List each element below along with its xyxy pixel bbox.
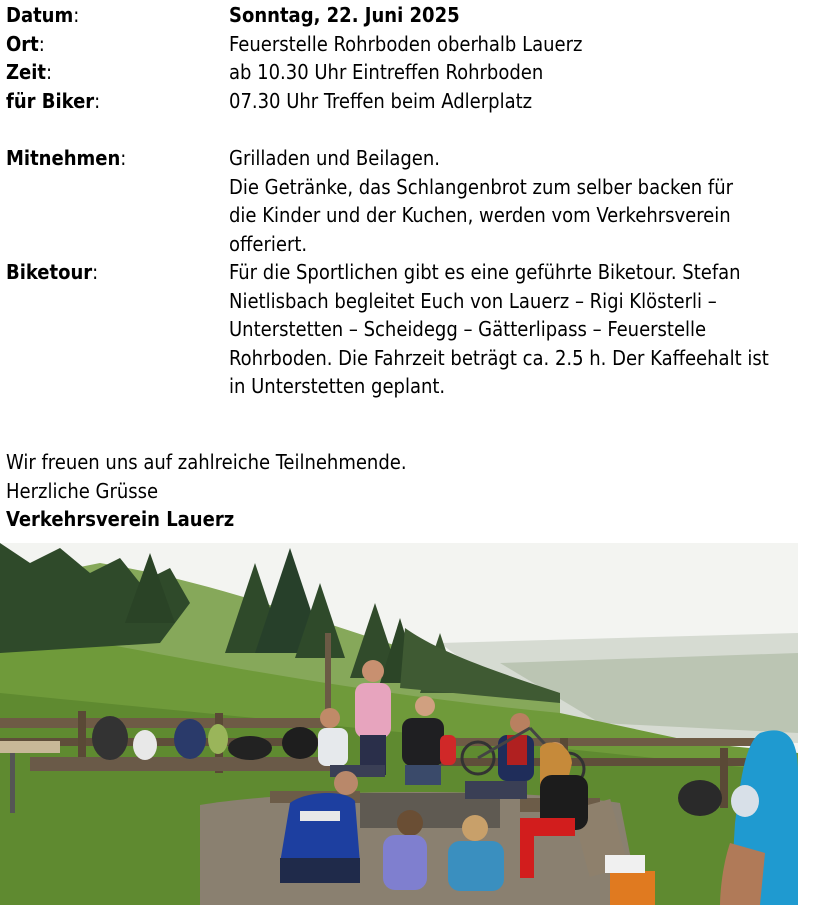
label-datum: Datum: (6, 3, 80, 27)
row-ort (6, 30, 818, 59)
row-biker (6, 87, 818, 116)
signature: Verkehrsverein Lauerz (6, 507, 235, 531)
value-biketour: Für die Sportlichen gibt es eine geführte Biketour. Stefan Nietlisbach begleitet Euch von Lauerz – Rigi Klösterli – Unterstetten – Scheidegg – Gätterlipass – Feuerstelle Rohrboden. Die Fahrzeit beträgt ca. 2.5 h. Der Kaffeehalt ist in Unterstetten geplant. (229, 260, 769, 398)
event-photo (0, 543, 798, 905)
label-mitnehmen: Mitnehmen: (6, 146, 127, 170)
greeting: Herzliche Grüsse (6, 478, 159, 503)
label-ort: Ort: (6, 31, 45, 56)
row-datum (6, 1, 818, 30)
event-details (6, 1, 818, 401)
closing-line: Wir freuen uns auf zahlreiche Teilnehmende. (6, 450, 407, 474)
row-zeit (6, 58, 818, 87)
value-ort: Feuerstelle Rohrboden oberhalb Lauerz (229, 31, 583, 56)
value-biker: 07.30 Uhr Treffen beim Adlerplatz (229, 88, 533, 113)
row-mitnehmen (6, 144, 818, 258)
value-datum: Sonntag, 22. Juni 2025 (229, 3, 460, 27)
closing-text (6, 448, 407, 534)
label-biketour: Biketour: (6, 260, 99, 284)
photo-illustration (0, 543, 798, 905)
label-biker: für Biker: (6, 88, 101, 113)
value-mitnehmen: Grilladen und Beilagen. Die Getränke, das Schlangenbrot zum selber backen für die Kinder und der Kuchen, werden vom Verkehrsverein offeriert. (229, 146, 734, 256)
value-zeit: ab 10.30 Uhr Eintreffen Rohrboden (229, 60, 544, 84)
spacer (6, 115, 818, 144)
row-biketour (6, 258, 818, 401)
label-zeit: Zeit: (6, 60, 53, 84)
